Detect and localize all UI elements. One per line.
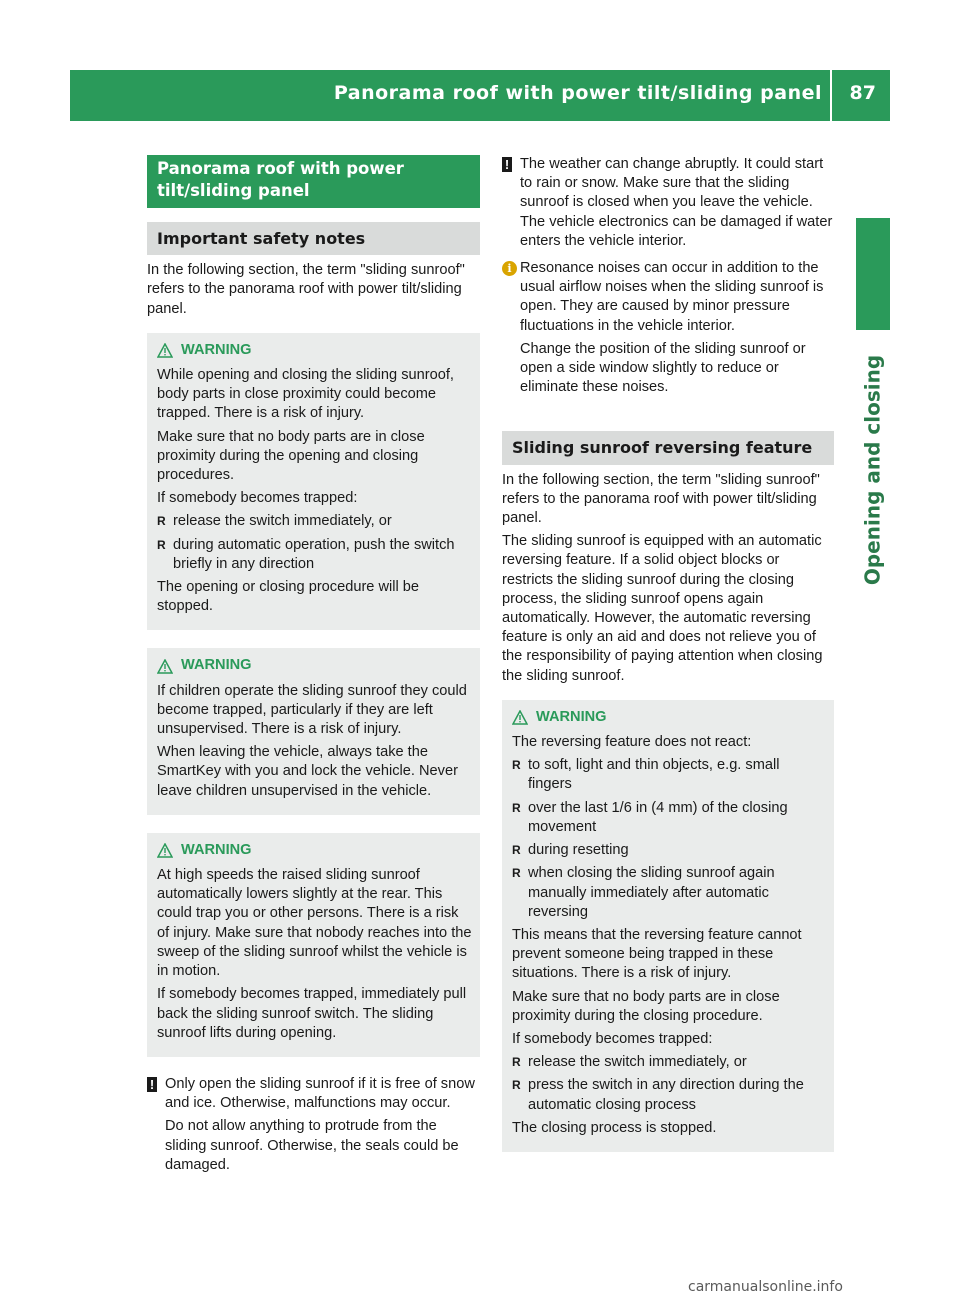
- bullet-item: R during automatic operation, push the switch briefly in any direction: [157, 536, 472, 574]
- note-text: Do not allow anything to protrude from the sliding sunroof. Otherwise, the seals could be damaged.: [165, 1118, 459, 1173]
- warning-header: [512, 708, 826, 727]
- warning-box: [147, 833, 480, 1057]
- bullet-item: R press the switch in any direction during the automatic closing process: [512, 1076, 826, 1114]
- warning-text: The closing process is stopped.: [512, 1119, 717, 1136]
- warning-text: When leaving the vehicle, always take the SmartKey with you and lock the vehicle. Never leave children unsupervised in the vehicle.: [157, 744, 458, 799]
- warning-text: At high speeds the raised sliding sunroof automatically lowers slightly at the rear. This could trap you or other persons. There is a risk of injury. Make sure that nobody reaches into the sweep of the sliding sunroof whilst the vehicle is in motion.: [157, 867, 472, 980]
- warning-triangle-icon: [157, 659, 173, 674]
- warning-text: This means that the reversing feature cannot prevent someone being trapped in these situations. There is a risk of injury.: [512, 926, 802, 982]
- warning-label: WARNING: [181, 657, 252, 674]
- warning-text: While opening and closing the sliding sunroof, body parts in close proximity could become trapped. There is a risk of injury.: [157, 367, 454, 422]
- warning-box: [147, 333, 480, 631]
- note-text: The weather can change abruptly. It could start to rain or snow. Make sure that the sliding sunroof is closed when you leave the vehicle. The vehicle electronics can be damaged if water enters the vehicle interior.: [520, 156, 833, 249]
- bullet-item: R during resetting: [512, 841, 826, 860]
- warning-text: Make sure that no body parts are in close proximity during the opening and closing procedures.: [157, 428, 425, 484]
- page-header: [70, 70, 890, 121]
- right-column: [502, 155, 834, 1170]
- warning-box: [502, 700, 834, 1152]
- warning-label: WARNING: [181, 341, 252, 358]
- info-note: [502, 259, 834, 397]
- warning-text: The opening or closing procedure will be stopped.: [157, 579, 420, 615]
- warning-text: Make sure that no body parts are in close proximity during the closing procedure.: [512, 988, 780, 1024]
- warning-label: WARNING: [536, 708, 607, 725]
- section-heading-reversing: Sliding sunroof reversing feature: [502, 431, 834, 464]
- warning-header: [157, 841, 472, 860]
- header-title: Panorama roof with power tilt/sliding panel: [333, 82, 822, 104]
- warning-header: [157, 656, 472, 675]
- bullet-item: R to soft, light and thin objects, e.g. small fingers: [512, 756, 826, 794]
- warning-text: If somebody becomes trapped:: [512, 1030, 713, 1047]
- left-column: [147, 155, 480, 1179]
- warning-triangle-icon: [512, 710, 528, 725]
- note-text: Only open the sliding sunroof if it is free of snow and ice. Otherwise, malfunctions may occur.: [165, 1075, 475, 1112]
- exclamation-icon: !: [147, 1077, 157, 1092]
- warning-triangle-icon: [157, 843, 173, 858]
- bullet-item: R when closing the sliding sunroof again manually immediately after automatic reversing: [512, 864, 826, 922]
- bullet-item: R release the switch immediately, or: [512, 1053, 826, 1072]
- section-heading-safety: Important safety notes: [147, 222, 480, 255]
- watermark[interactable]: carmanualsonline.info: [688, 1279, 843, 1295]
- bullet-item: R release the switch immediately, or: [157, 512, 472, 531]
- warning-label: WARNING: [181, 841, 252, 858]
- caution-note: [147, 1075, 480, 1175]
- page-number: 87: [849, 82, 876, 104]
- warning-text: If somebody becomes trapped, immediately pull back the sliding sunroof switch. The sliding sunroof lifts during opening.: [157, 986, 467, 1041]
- body-text: The sliding sunroof is equipped with an automatic reversing feature. If a solid object blocks or restricts the sliding sunroof during the closing process, the sliding sunroof opens again automatically. However, the automatic reversing feature is only an aid and does not relieve you of the responsibility of paying attention when closing the sliding sunroof.: [502, 533, 823, 684]
- info-icon: i: [502, 261, 517, 276]
- exclamation-icon: !: [502, 157, 512, 172]
- bullet-item: R over the last 1/6 in (4 mm) of the closing movement: [512, 799, 826, 837]
- warning-text: If somebody becomes trapped:: [157, 490, 358, 507]
- info-text: Resonance noises can occur in addition to the usual airflow noises when the sliding sunroof is open. They are caused by minor pressure fluctuations in the vehicle interior.: [520, 260, 824, 334]
- chapter-label: Opening and closing: [860, 354, 885, 586]
- warning-text: If children operate the sliding sunroof they could become trapped, particularly if they are left unsupervised. There is a risk of injury.: [157, 682, 467, 738]
- warning-text: The reversing feature does not react:: [512, 734, 752, 751]
- caution-note: [502, 155, 834, 251]
- intro-text: In the following section, the term "sliding sunroof" refers to the panorama roof with power tilt/sliding panel.: [147, 262, 465, 317]
- chapter-tab: [856, 218, 890, 330]
- intro-text: In the following section, the term "sliding sunroof" refers to the panorama roof with power tilt/sliding panel.: [502, 471, 820, 527]
- page-title: Panorama roof with power tilt/sliding panel: [147, 155, 480, 208]
- info-text: Change the position of the sliding sunroof or open a side window slightly to reduce or eliminate these noises.: [520, 340, 806, 396]
- warning-box: [147, 648, 480, 814]
- warning-triangle-icon: [157, 343, 173, 358]
- header-divider: [830, 70, 832, 121]
- warning-header: [157, 341, 472, 360]
